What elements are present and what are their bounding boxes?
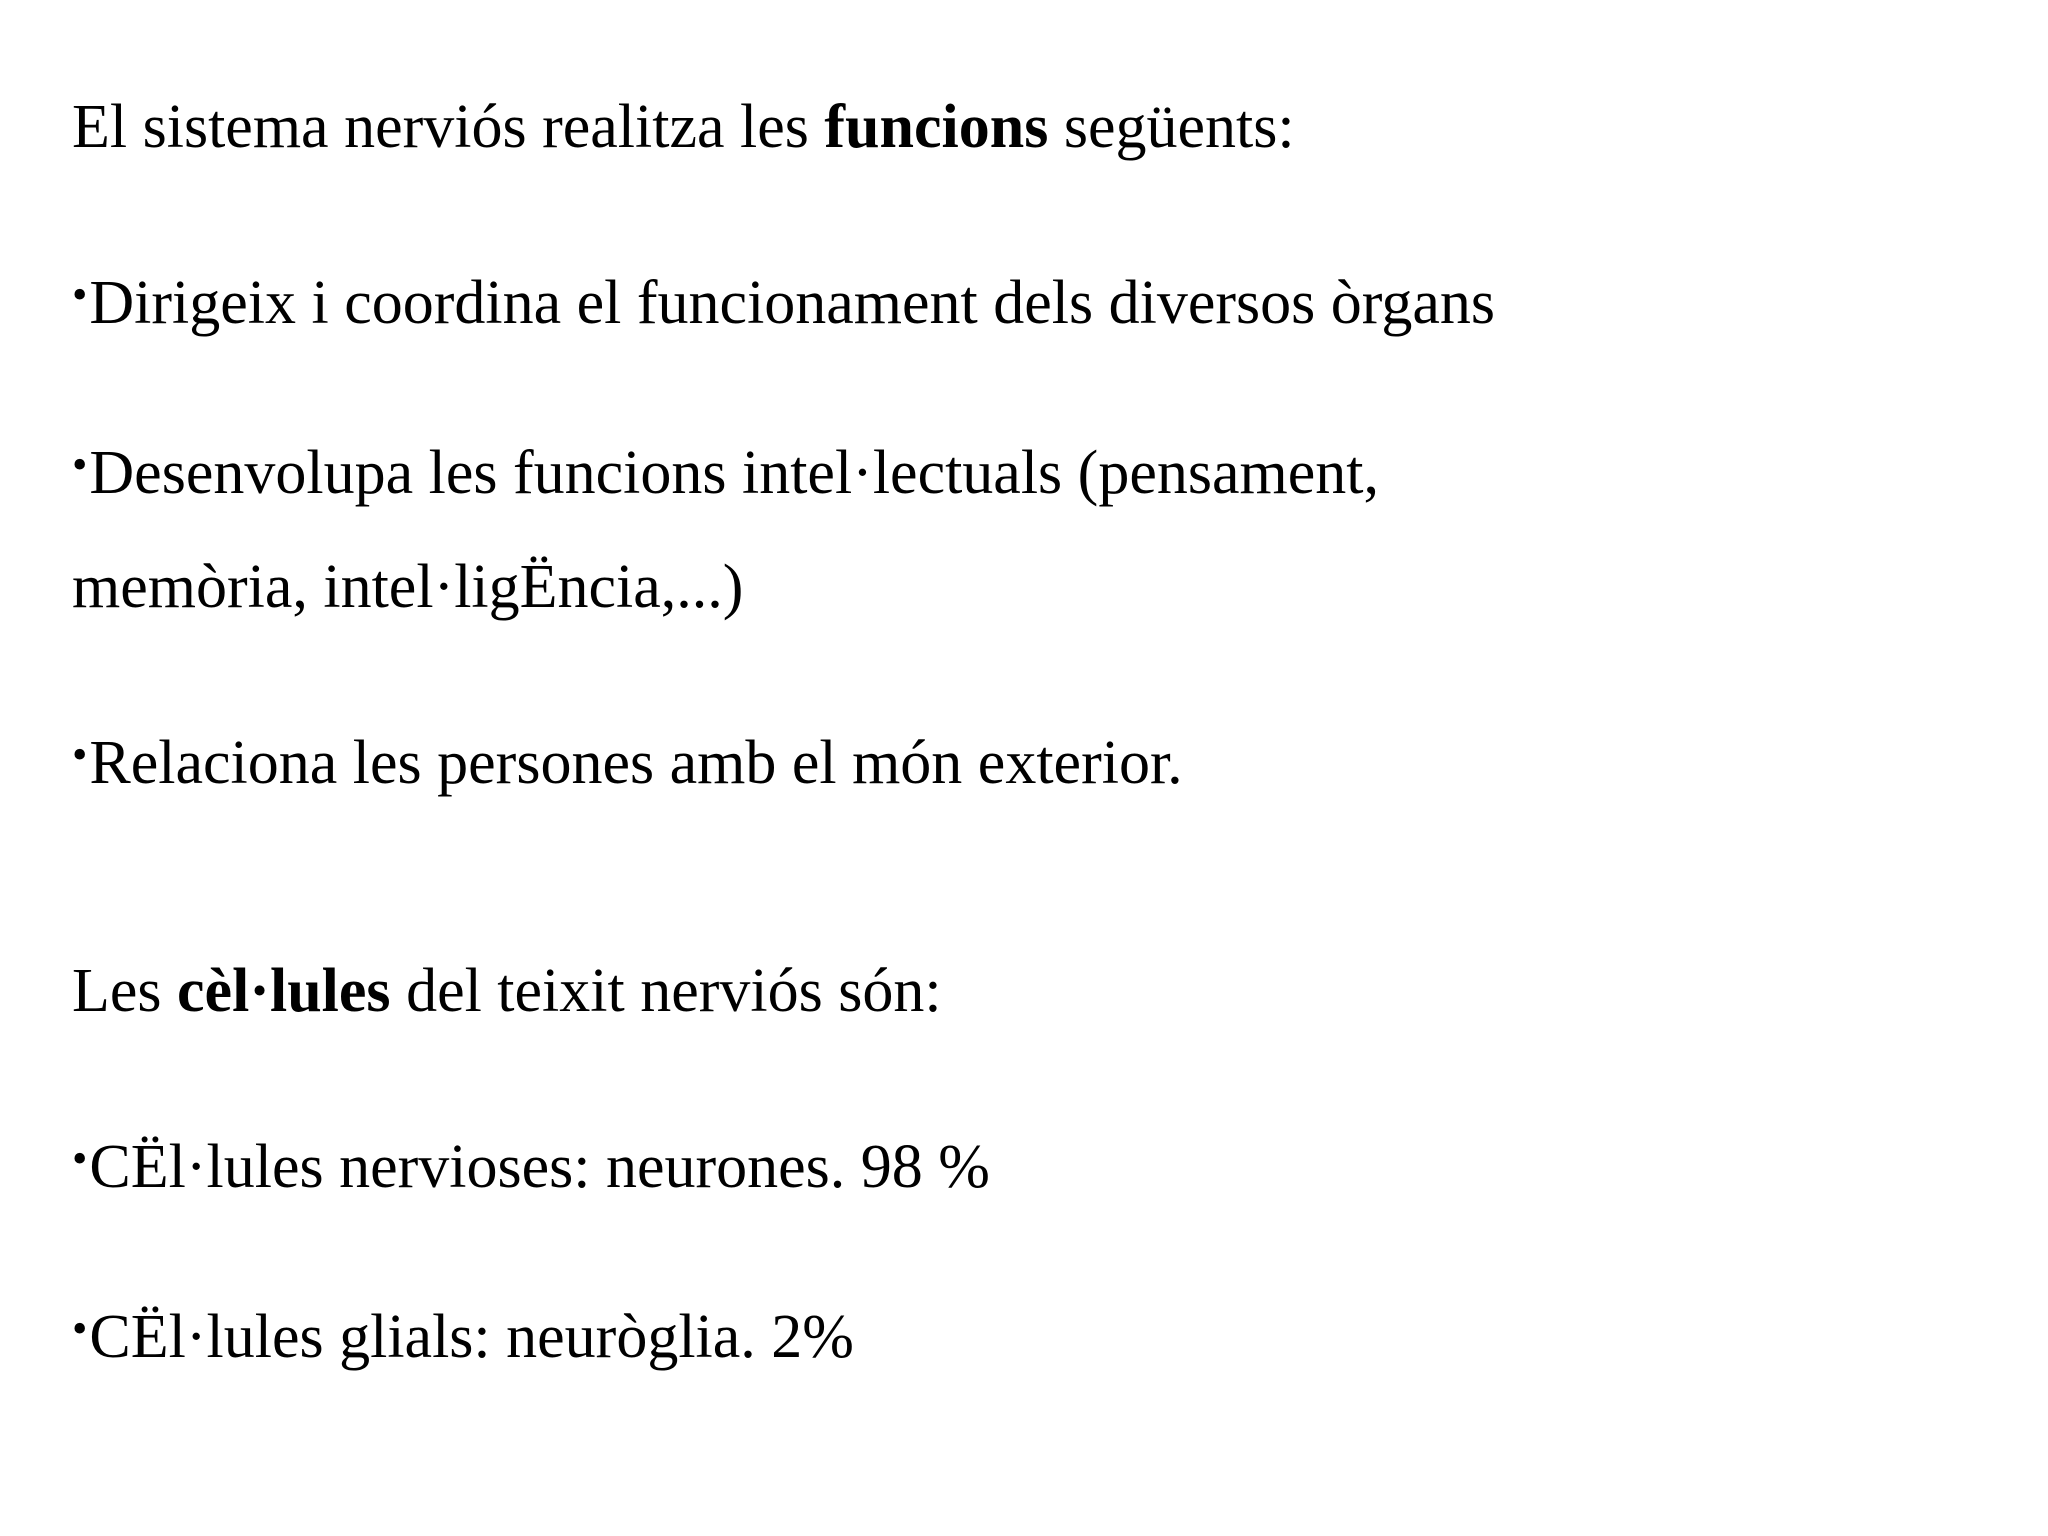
list-item-text: CËl·lules nervioses: neurones. 98 % bbox=[89, 1133, 990, 1201]
bullet-icon: • bbox=[72, 440, 88, 489]
list-item-function-2-continuation bbox=[72, 550, 743, 624]
list-item-text: Relaciona les persones amb el món exterior. bbox=[89, 729, 1183, 797]
list-item-text-line1: Desenvolupa les funcions intel·lectuals (pensament, bbox=[89, 439, 1379, 507]
list-item-function-2 bbox=[72, 428, 1379, 510]
list-item-cell-2 bbox=[72, 1292, 854, 1374]
functions-heading-bold: funcions bbox=[824, 93, 1049, 161]
bullet-icon: • bbox=[72, 270, 88, 319]
bullet-icon: • bbox=[72, 1134, 88, 1183]
bullet-icon: • bbox=[72, 730, 88, 779]
cells-heading-bold: cèl·lules bbox=[177, 957, 391, 1025]
list-item-cell-1 bbox=[72, 1122, 990, 1204]
list-item-text-line2: memòria, intel·ligËncia,...) bbox=[72, 553, 744, 621]
functions-heading-after: següents: bbox=[1048, 93, 1295, 161]
list-item-function-3 bbox=[72, 718, 1183, 800]
functions-heading bbox=[72, 90, 1295, 164]
bullet-icon: • bbox=[72, 1304, 88, 1353]
list-item-text: Dirigeix i coordina el funcionament dels diversos òrgans bbox=[89, 269, 1495, 337]
cells-heading bbox=[72, 954, 942, 1028]
cells-heading-before: Les bbox=[72, 957, 178, 1025]
functions-heading-before: El sistema nerviós realitza les bbox=[72, 93, 825, 161]
list-item-function-1 bbox=[72, 258, 1495, 340]
list-item-text: CËl·lules glials: neuròglia. 2% bbox=[89, 1303, 854, 1371]
cells-heading-after: del teixit nerviós són: bbox=[390, 957, 942, 1025]
